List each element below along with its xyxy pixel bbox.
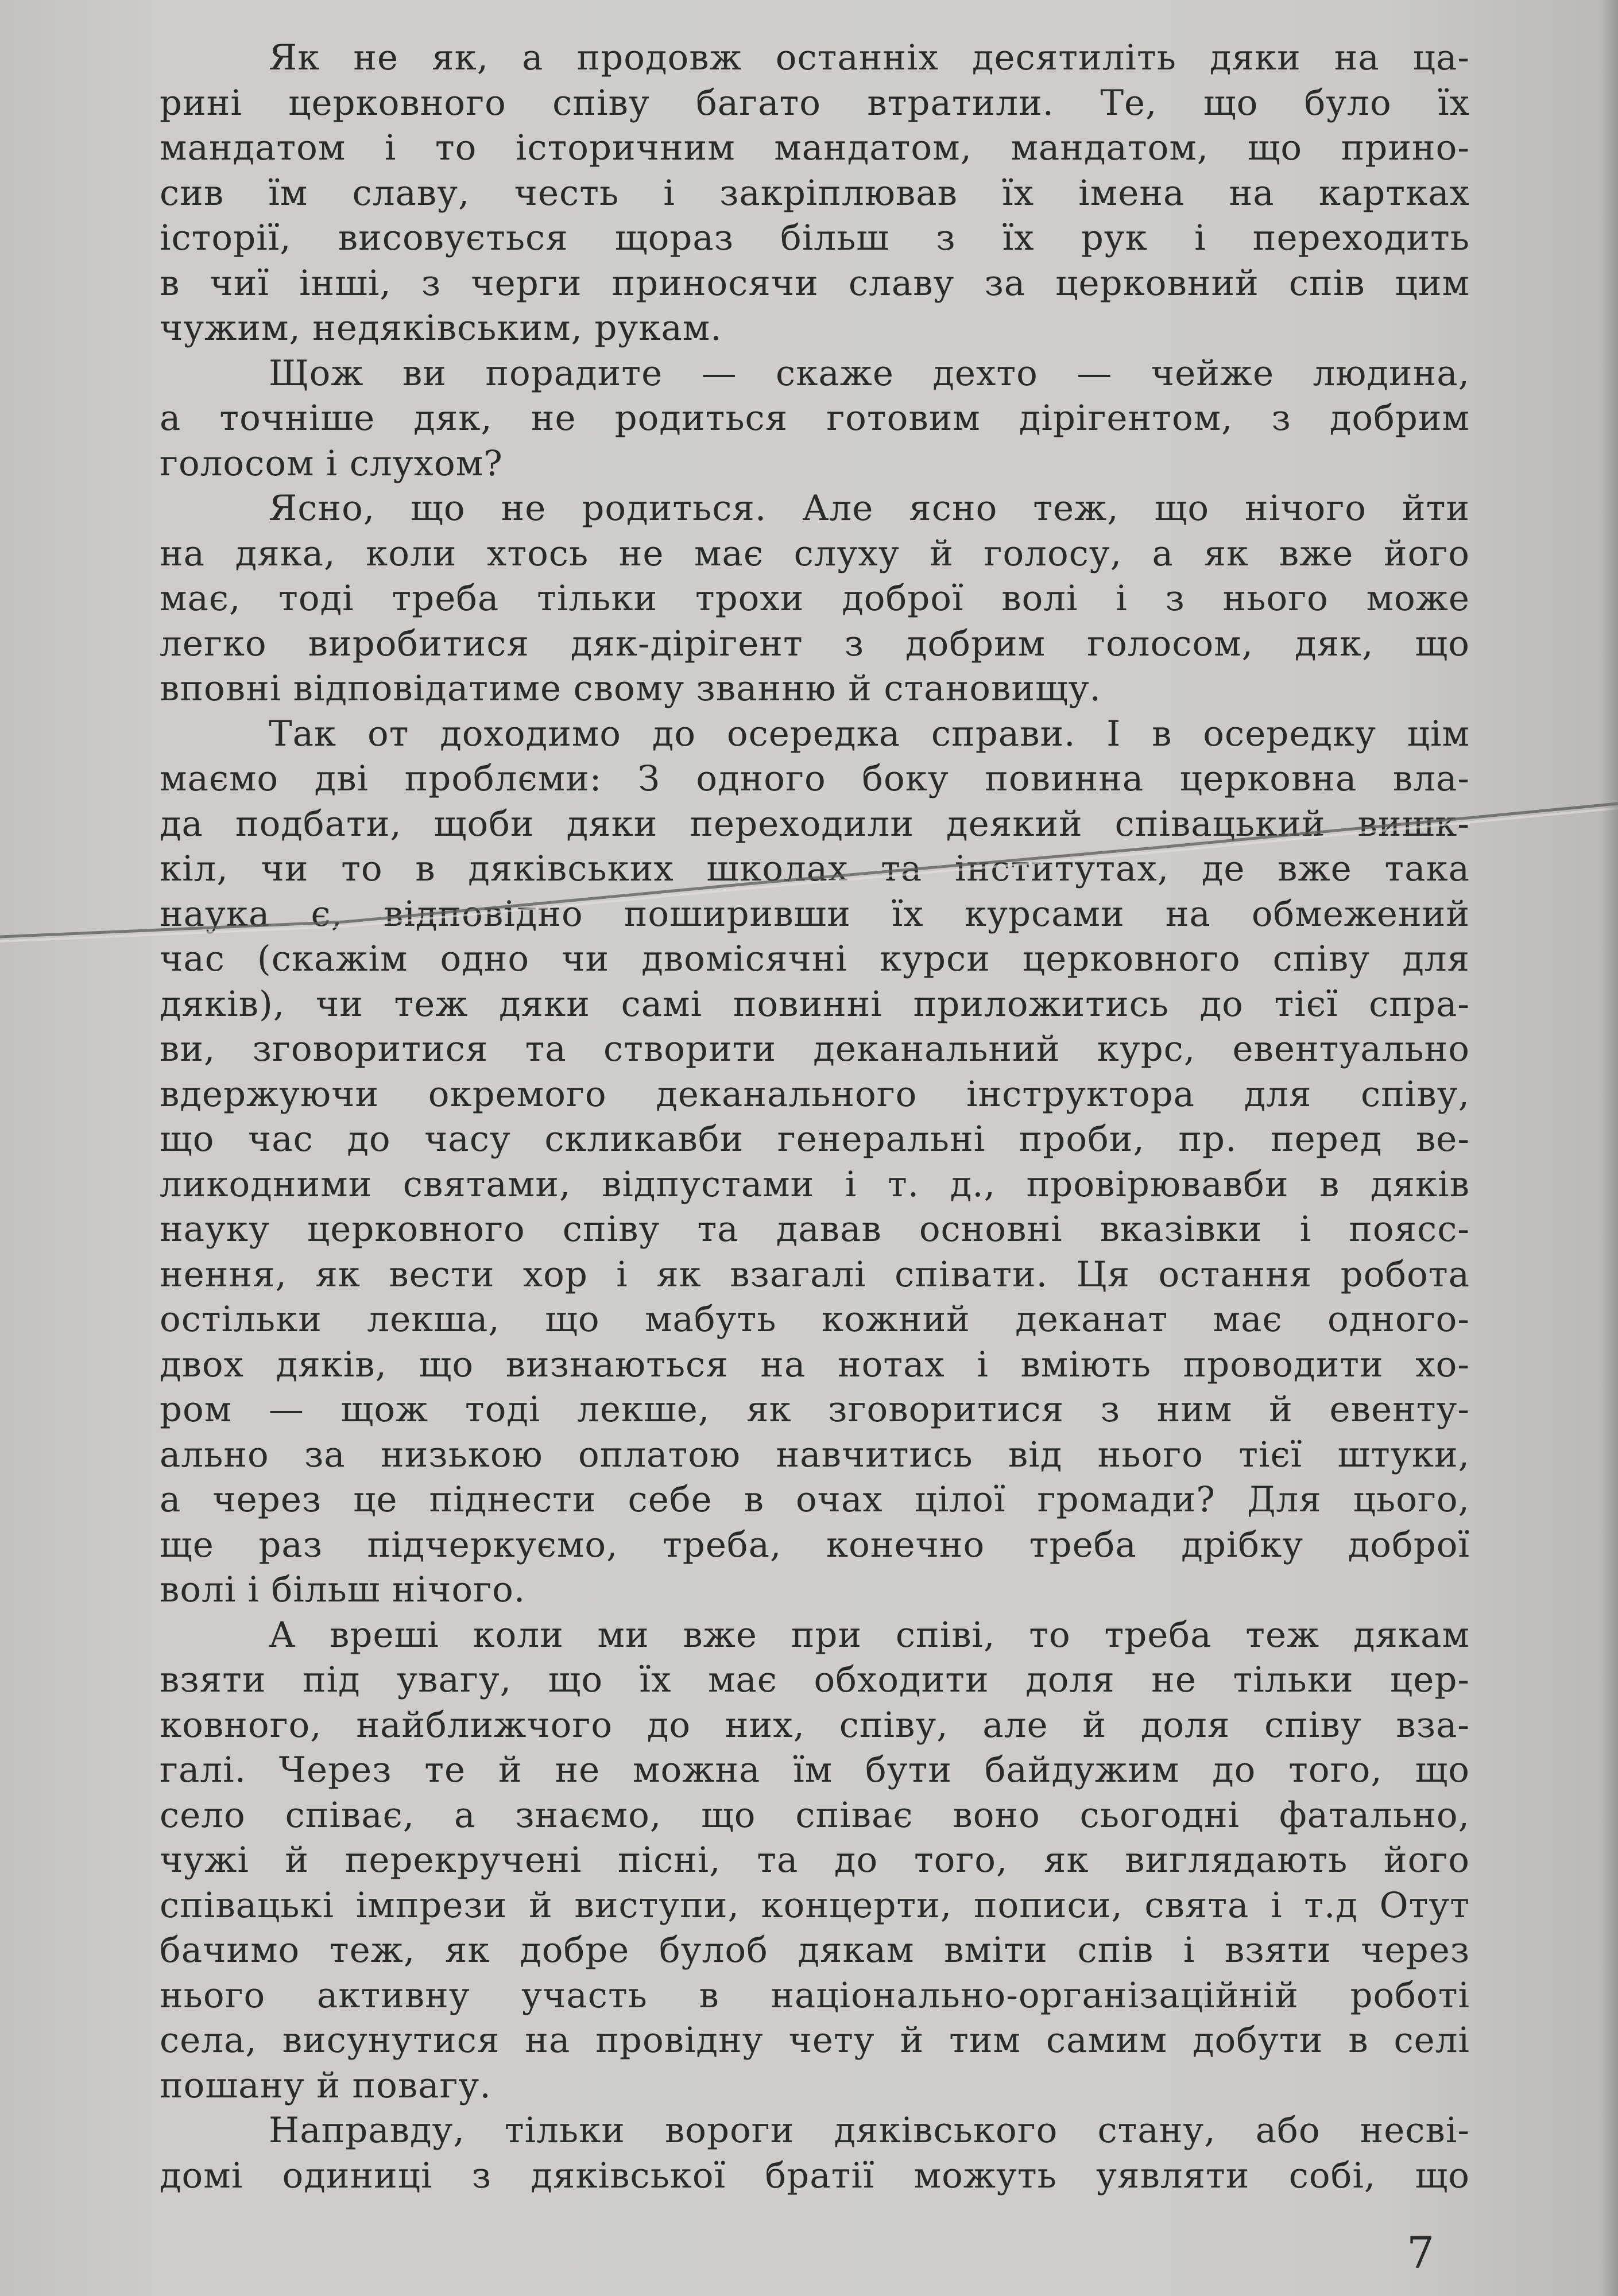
text-line: ром — щож тоді лекше, як зговоритися з ним й евенту-: [160, 1389, 1470, 1430]
text-line: Так от доходимо до осередка справи. І в осередку цім: [269, 713, 1470, 754]
text-line: кіл, чи то в дяківських школах та інститутах, де вже така: [160, 848, 1470, 889]
text-line: вповні відповідатиме свому званню й становищу.: [160, 668, 1101, 709]
text-line: домі одиниці з дяківської братії можуть уявляти собі, що: [160, 2155, 1470, 2196]
text-line: в чиї інші, з черги приносячи славу за церковний спів цим: [160, 262, 1470, 304]
text-line: пошану й повагу.: [160, 2065, 491, 2106]
text-line: мандатом і то історичним мандатом, мандатом, що прино-: [160, 127, 1470, 168]
page-edge-shadow: [1601, 0, 1618, 2296]
text-line: час (скажім одно чи двомісячні курси церковного співу для: [160, 938, 1470, 979]
text-line: остільки лекша, що мабуть кожний деканат має одного-: [160, 1299, 1470, 1340]
paragraph-4: [160, 712, 1470, 1613]
body-text: [160, 36, 1470, 2198]
text-line: бачимо теж, як добре булоб дякам вміти спів і взяти через: [160, 1930, 1470, 1971]
text-line: Ясно, що не родиться. Але ясно теж, що нічого йти: [269, 488, 1470, 529]
text-line: село співає, а знаємо, що співає воно сьогодні фатально,: [160, 1794, 1470, 1836]
text-line: голосом і слухом?: [160, 443, 503, 484]
text-line: співацькі імпрези й виступи, концерти, пописи, свята і т.д Отут: [160, 1884, 1470, 1926]
text-line: галі. Через те й не можна їм бути байдужим до того, що: [160, 1750, 1470, 1790]
paragraph-1: [160, 36, 1470, 351]
text-line: чужі й перекручені пісні, та до того, як виглядають його: [160, 1840, 1470, 1880]
text-line: села, висунутися на провідну чету й тим самим добути в селі: [160, 2020, 1470, 2061]
text-line: а через це піднести себе в очах цілої громади? Для цього,: [160, 1479, 1470, 1520]
text-line: да подбати, щоби дяки переходили деякий співацький вишк-: [160, 803, 1470, 844]
paragraph-5: [160, 1613, 1470, 2109]
text-line: двох дяків, що визнаються на нотах і вміють проводити хо-: [160, 1344, 1470, 1385]
text-line: Щож ви порадите — скаже дехто — чейже людина,: [269, 352, 1470, 394]
text-line: А вреші коли ми вже при співі, то треба теж дякам: [269, 1614, 1470, 1655]
text-line: чужим, недяківським, рукам.: [160, 308, 722, 348]
paragraph-6: [160, 2108, 1470, 2198]
text-line: ще раз підчеркуємо, треба, конечно треба дрібку доброї: [160, 1524, 1470, 1565]
text-line: ально за низькою оплатою навчитись від нього тієї штуки,: [160, 1434, 1470, 1475]
text-line: а точніше дяк, не родиться готовим дірігентом, з добрим: [160, 398, 1470, 439]
text-line: нення, як вести хор і як взагалі співати. Ця остання робота: [160, 1254, 1470, 1295]
text-line: рині церковного співу багато втратили. Те, що було їх: [160, 82, 1470, 123]
text-line: легко виробитися дяк-дірігент з добрим голосом, дяк, що: [160, 623, 1470, 664]
text-line: історії, висовується щораз більш з їх рук і переходить: [160, 218, 1470, 258]
text-line: сив їм славу, честь і закріплював їх імена на картках: [160, 172, 1470, 214]
text-line: нього активну участь в національно-організаційній роботі: [160, 1975, 1470, 2016]
text-line: маємо дві проблєми: З одного боку повинна церковна вла-: [160, 758, 1470, 799]
text-line: на дяка, коли хтось не має слуху й голосу, а як вже його: [160, 533, 1470, 574]
text-line: Направду, тільки вороги дяківського стану, або несві-: [269, 2110, 1470, 2151]
text-line: взяти під увагу, що їх має обходити доля не тільки цер-: [160, 1659, 1470, 1700]
text-line: дяків), чи теж дяки самі повинні приложитись до тієї спра-: [160, 983, 1470, 1025]
text-line: вдержуючи окремого деканального інструктора для співу,: [160, 1073, 1470, 1115]
text-line: волі і більш нічого.: [160, 1569, 526, 1610]
text-line: має, тоді треба тільки трохи доброї волі і з нього може: [160, 578, 1470, 619]
paragraph-3: [160, 486, 1470, 712]
paragraph-2: [160, 351, 1470, 487]
text-line: науку церковного співу та давав основні вказівки і поясс-: [160, 1209, 1470, 1250]
text-line: ви, зговоритися та створити деканальний курс, евентуально: [160, 1029, 1470, 1069]
text-line: наука є, відповідно поширивши їх курсами на обмежений: [160, 893, 1470, 934]
page-number: 7: [1407, 2227, 1435, 2278]
text-line: ликодними святами, відпустами і т. д., провірювавби в дяків: [160, 1163, 1470, 1205]
text-line: ковного, найближчого до них, співу, але й доля співу вза-: [160, 1704, 1470, 1746]
text-line: Як не як, а продовж останніх десятиліть дяки на ца-: [269, 37, 1470, 78]
text-line: що час до часу скликавби генеральні проби, пр. перед ве-: [160, 1119, 1470, 1159]
